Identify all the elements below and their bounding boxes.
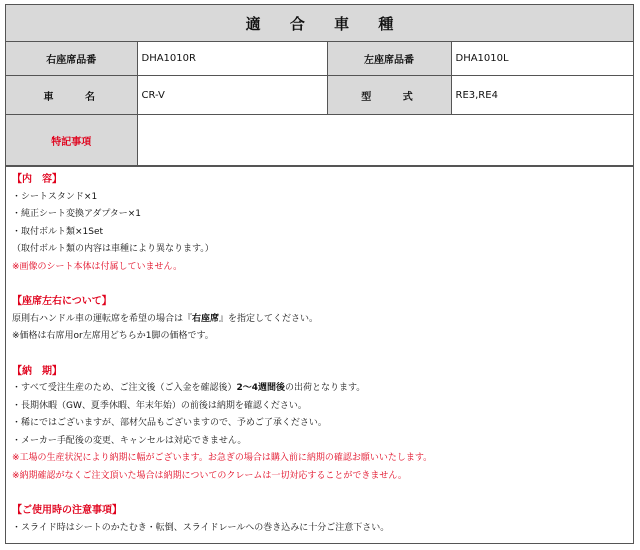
contents-line: ・シートスタンド×1	[12, 191, 98, 202]
left-seat-part-number: DHA1010L	[451, 42, 633, 76]
delivery-warning: ※納期確認がなくご注文頂いた場合は納期についてのクレームは一切対応することができません。	[12, 470, 407, 481]
delivery-line: ・すべて受注生産のため、ご注文後（ご入金を確認後）2～4週間後の出荷となります。	[12, 383, 366, 393]
model-code-value: RE3,RE4	[451, 76, 633, 115]
car-name-label: 車 名	[6, 76, 137, 115]
special-notes-value	[137, 115, 633, 166]
right-seat-label: 右座席品番	[6, 42, 137, 76]
page-title: 適 合 車 種	[6, 5, 633, 42]
seat-side-heading: 【座席左右について】	[12, 296, 112, 307]
seat-side-line: 原則右ハンドル車の運転席を希望の場合は『右座席』を指定してください。	[12, 313, 319, 324]
contents-line: ・純正シート変換アダプター×1	[12, 209, 142, 219]
contents-line: ・取付ボルト類×1Set	[12, 226, 104, 237]
contents-heading: 【内 容】	[12, 174, 62, 185]
contents-line: （取付ボルト類の内容は車種により異なります。）	[12, 244, 214, 254]
delivery-warning: ※工場の生産状況により納期に幅がございます。お急ぎの場合は購入前に納期の確認お願いいたします。	[12, 453, 433, 463]
table-row	[6, 115, 633, 166]
notes-section	[6, 166, 633, 543]
delivery-line: ・メーカー手配後の変更、キャンセルは対応できません。	[12, 435, 247, 446]
model-code-label: 型 式	[327, 76, 451, 115]
usage-line: ・スライド時はシートのかたむき・転倒、スライドレールへの巻き込みに十分ご注意下さい。	[12, 522, 390, 533]
table-row	[6, 42, 633, 76]
contents-warning: ※画像のシート本体は付属していません。	[12, 261, 183, 272]
seat-side-price-note: ※価格は右席用or左席用どちらか1脚の価格です。	[12, 331, 214, 341]
delivery-line: ・長期休暇（GW、夏季休暇、年末年始）の前後は納期を確認ください。	[12, 400, 307, 411]
delivery-heading: 【納 期】	[12, 365, 62, 377]
car-name-value: CR-V	[137, 76, 327, 115]
right-seat-part-number: DHA1010R	[137, 42, 327, 76]
usage-heading: 【ご使用時の注意事項】	[12, 505, 122, 516]
spec-table	[6, 42, 633, 166]
delivery-line: ・稀にではございますが、部材欠品もございますので、予めご了承ください。	[12, 418, 327, 428]
special-notes-label: 特記事項	[6, 115, 137, 166]
table-row	[6, 76, 633, 115]
left-seat-label: 左座席品番	[327, 42, 451, 76]
fitment-sheet	[5, 4, 634, 544]
